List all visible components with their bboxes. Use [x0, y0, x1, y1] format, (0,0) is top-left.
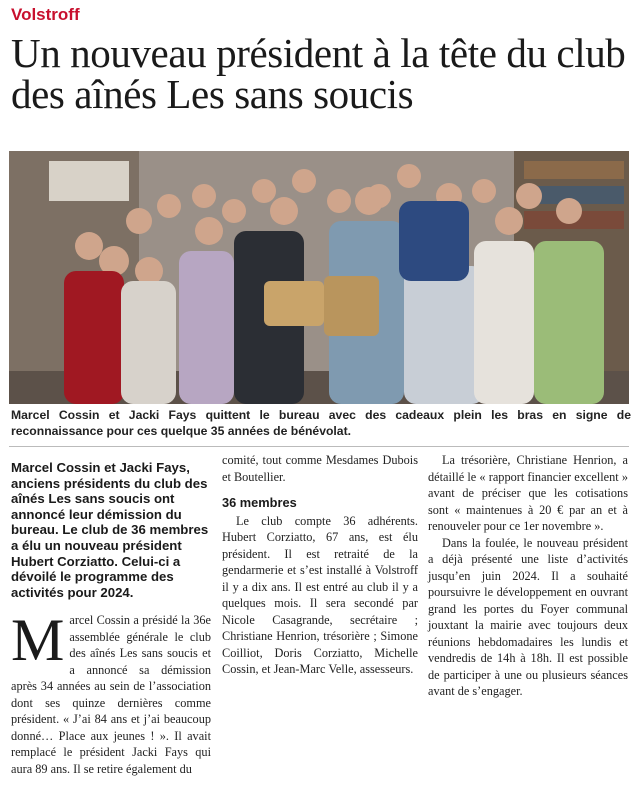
article-lead: Marcel Cossin et Jacki Fays, anciens présidents du club des aînés Les sans soucis ont annoncé leur démission du bureau. Le club de 36 membres a élu un nouveau président Hubert Corziatto. Celui-ci a dévoilé le programme des activités pour 2024. — [11, 460, 209, 600]
subheading-members: 36 membres — [222, 495, 297, 510]
caption-divider — [9, 446, 629, 447]
body-paragraph-2: Le club compte 36 adhérents. Hubert Corziatto, 67 ans, est élu président. Il est retraité de la gendarmerie et s’est installé à Volstroff il y a dix ans. Il est entré au club il y a quelques mois. Il sera secondé par Nicole Casagrande, secrétaire ; Christiane Henrion, trésorière ; Simone Coilliot, Doris Corziatto, Michelle Cossin, et Jean-Marc Velle, assesseurs. — [222, 513, 418, 676]
body-paragraph-1-continued: comité, tout comme Mesdames Dubois et Boutellier. — [222, 453, 418, 484]
body-paragraph-3: La trésorière, Christiane Henrion, a détaillé le « rapport financier excellent » avant de préciser que les cotisations sont « maintenues à 20 € par an et à renouveler pour ce 1er novembre ». — [428, 453, 628, 533]
photo-caption: Marcel Cossin et Jacki Fays quittent le bureau avec des cadeaux plein les bras en signe de reconnaissance pour ces quelque 35 années de bénévolat. — [11, 408, 631, 438]
body-paragraph-1 — [11, 607, 211, 777]
article-headline: Un nouveau président à la tête du club des aînés Les sans soucis — [11, 30, 626, 117]
column-2 — [222, 452, 418, 678]
dropcap-letter: M — [11, 607, 65, 674]
section-kicker: Volstroff — [11, 5, 80, 24]
column-1 — [11, 452, 211, 777]
body-paragraph-1-text: arcel Cossin a présidé la 36e assemblée générale le club des aînés Les sans soucis et a annoncé sa démission après 34 années au sein de l’association dont ses quinze dernières comme président. « J’ai 84 ans et j’ai beaucoup donné… Place aux jeunes ! ». Il avait remplacé le président Jacki Fays qui aura 89 ans. Il se retire également du — [11, 613, 211, 776]
column-3 — [428, 452, 628, 700]
body-paragraph-4: Dans la foulée, le nouveau président a déjà présenté une liste d’activités jusqu’en juin 2024. Il a souhaité poursuivre le développement en ouvrant grand les portes du Foyer communal jouxtant la mairie avec toujours deux réunions hebdomadaires les lundis et vendredis de 14h à 18h. Il est possible de participer à une ou plusieurs séances avant de s’engager. — [428, 535, 628, 698]
group-photo-illustration — [9, 151, 629, 404]
article-photo — [9, 151, 629, 404]
